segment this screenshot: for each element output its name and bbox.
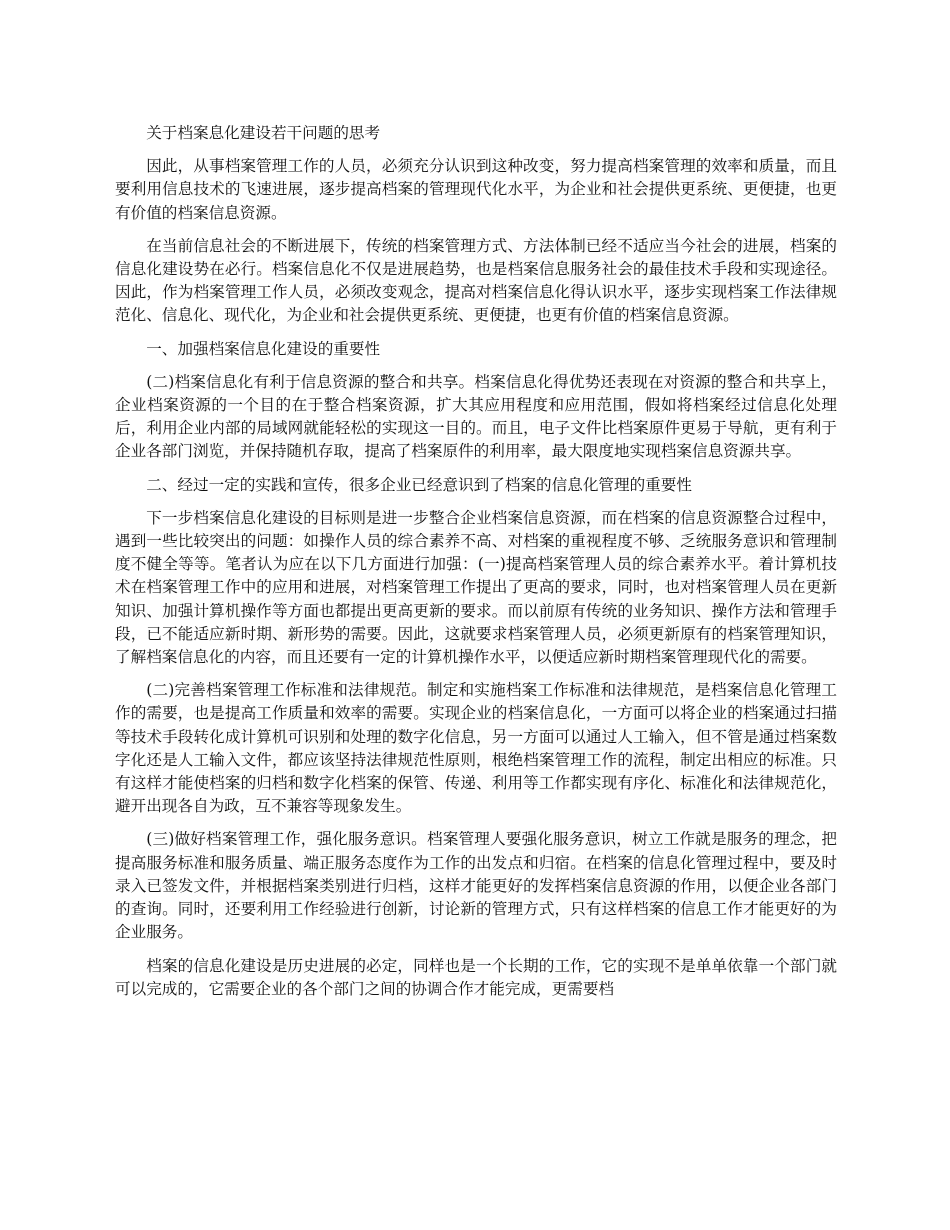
document-title: 关于档案息化建设若干问题的思考 [146,124,381,142]
section-heading-2: 二、经过一定的实践和宣传，很多企业已经意识到了档案的信息化管理的重要性 [146,475,692,494]
section-heading-1: 一、加强档案信息化建设的重要性 [146,339,381,358]
paragraph-2: 在当前信息社会的不断进展下，传统的档案管理方式、方法体制已经不适应当今社会的进展，档案的信息化建设势在必行。档案信息化不仅是进展趋势，也是档案信息服务社会的最佳技术手段和实现途径。因此，作为档案管理工作人员，必须改变观念，提高对档案信息化得认识水平，逐步实现档案工作法律规范化、信息化、现代化，为企业和社会提供更系统、更便捷，也更有价值的档案信息资源。 [115,236,837,325]
paragraph-6: (三)做好档案管理工作，强化服务意识。档案管理人要强化服务意识，树立工作就是服务的理念，把提高服务标准和服务质量、端正服务态度作为工作的出发点和归宿。在档案的信息化管理过程中，要及时录入已签发文件，并根据档案类别进行归档，这样才能更好的发挥档案信息资源的作用，以便企业各部门的查询。同时，还要利用工作经验进行创新，讨论新的管理方式，只有这样档案的信息工作才能更好的为企业服务。 [115,830,837,942]
document-page [115,122,837,1011]
paragraph-7: 档案的信息化建设是历史进展的必定，同样也是一个长期的工作，它的实现不是单单依靠一个部门就可以完成的，它需要企业的各个部门之间的协调合作才能完成，更需要档 [115,956,837,998]
paragraph-4: 下一步档案信息化建设的目标则是进一步整合企业档案信息资源，而在档案的信息资源整合过程中，遇到一些比较突出的问题：如操作人员的综合素养不高、对档案的重视程度不够、乏统服务意识和管理制度不健全等等。笔者认为应在以下几方面进行加强：(一)提高档案管理人员的综合素养水平。着计算机技术在档案管理工作中的应用和进展，对档案管理工作提出了更高的要求，同时，也对档案管理人员在更新知识、加强计算机操作等方面也都提出更高更新的要求。而以前原有传统的业务知识、操作方法和管理手段，已不能适应新时期、新形势的需要。因此，这就要求档案管理人员，必须更新原有的档案管理知识，了解档案信息化的内容，而且还要有一定的计算机操作水平，以便适应新时期档案管理现代化的需要。 [115,508,837,667]
paragraph-1: 因此，从事档案管理工作的人员，必须充分认识到这种改变，努力提高档案管理的效率和质量，而且要利用信息技术的飞速进展，逐步提高档案的管理现代化水平，为企业和社会提供更系统、更便捷，也更有价值的档案信息资源。 [115,157,837,222]
paragraph-5: (二)完善档案管理工作标准和法律规范。制定和实施档案工作标准和法律规范，是档案信息化管理工作的需要，也是提高工作质量和效率的需要。实现企业的档案信息化，一方面可以将企业的档案通过扫描等技术手段转化成计算机可识别和处理的数字化信息，另一方面可以通过人工输入，但不管是通过档案数字化还是人工输入文件，都应该坚持法律规范性原则，根绝档案管理工作的流程，制定出相应的标准。只有这样才能使档案的归档和数字化档案的保管、传递、利用等工作都实现有序化、标准化和法律规范化，避开出现各自为政，互不兼容等现象发生。 [115,681,837,816]
paragraph-3: (二)档案信息化有利于信息资源的整合和共享。档案信息化得优势还表现在对资源的整合和共享上，企业档案资源的一个目的在于整合档案资源，扩大其应用程度和应用范围，假如将档案经过信息化处理后，利用企业内部的局域网就能轻松的实现这一目的。而且，电子文件比档案原件更易于导航，更有利于企业各部门浏览，并保持随机存取，提高了档案原件的利用率，最大限度地实现档案信息资源共享。 [115,372,837,461]
